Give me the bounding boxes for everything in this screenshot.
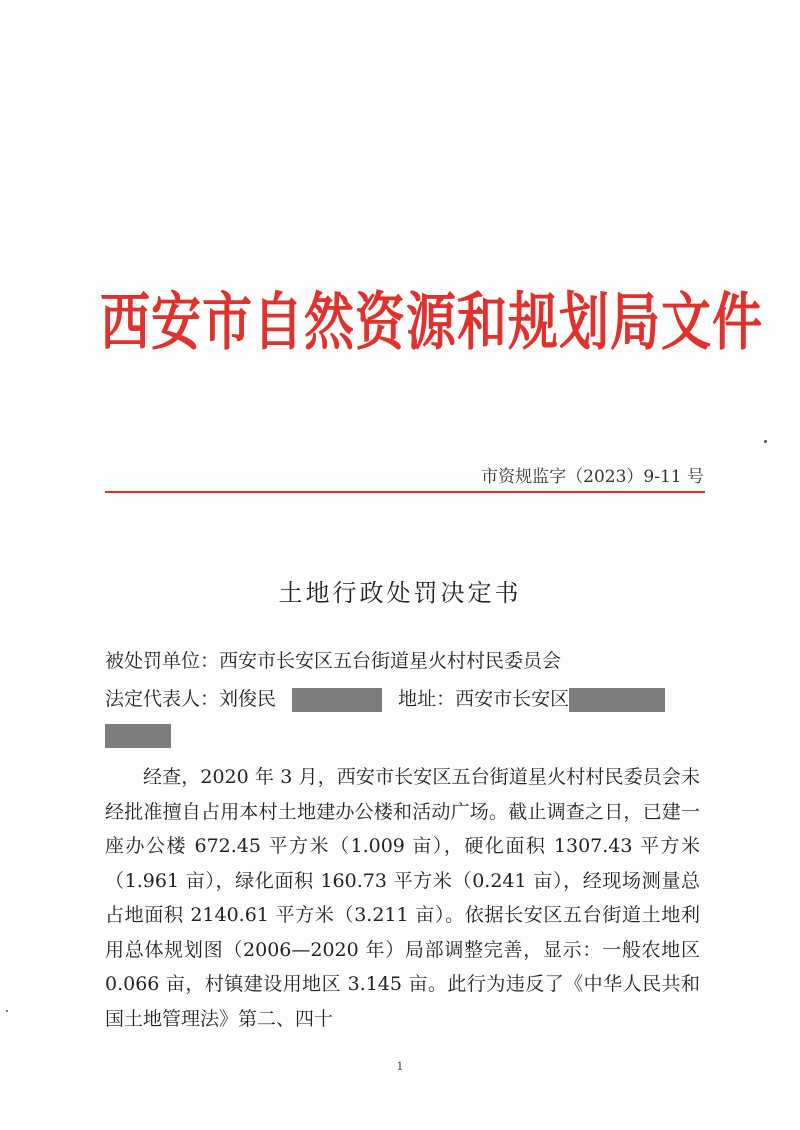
representative-value: 刘俊民: [219, 688, 277, 710]
issuer-header-title: 西安市自然资源和规划局文件: [100, 285, 763, 359]
representative-label: 法定代表人：: [105, 688, 220, 710]
address-value: 西安市长安区: [455, 688, 570, 710]
red-divider-line: [105, 491, 705, 493]
penalized-unit-value: 西安市长安区五台街道星火村村民委员会: [219, 650, 562, 672]
redaction-block: [292, 688, 382, 712]
legal-representative-line: [105, 686, 665, 712]
redaction-block: [105, 724, 171, 748]
document-number: 市资规监字（2023）9-11 号: [481, 467, 704, 487]
address-continuation-line: [105, 722, 171, 748]
redaction-block: [569, 688, 665, 712]
address-label: 地址：: [398, 688, 456, 710]
scan-speck: [764, 440, 767, 443]
decision-title: 土地行政处罚决定书: [278, 579, 522, 607]
penalized-unit-label: 被处罚单位：: [105, 650, 220, 672]
scan-speck: [6, 1010, 8, 1012]
findings-paragraph: 经查，2020 年 3 月，西安市长安区五台街道星火村村民委员会未经批准擅自占用本村土地建办公楼和活动广场。截止调查之日，已建一座办公楼 672.45 平方米（1.009 亩），硬化面积 1307.43 平方米（1.961 亩），绿化面积 160.73 平方米（0.241 亩），经现场测量总占地面积 2140.61 平方米（3.211 亩）。依据长安区五台街道土地利用总体规划图（2006—2020 年）局部调整完善，显示：一般农地区 0.066 亩，村镇建设用地区 3.145 亩。此行为违反了《中华人民共和国土地管理法》第二、四十: [105, 766, 700, 1030]
penalized-unit-line: [105, 648, 561, 674]
page-number: 1: [396, 1060, 404, 1073]
